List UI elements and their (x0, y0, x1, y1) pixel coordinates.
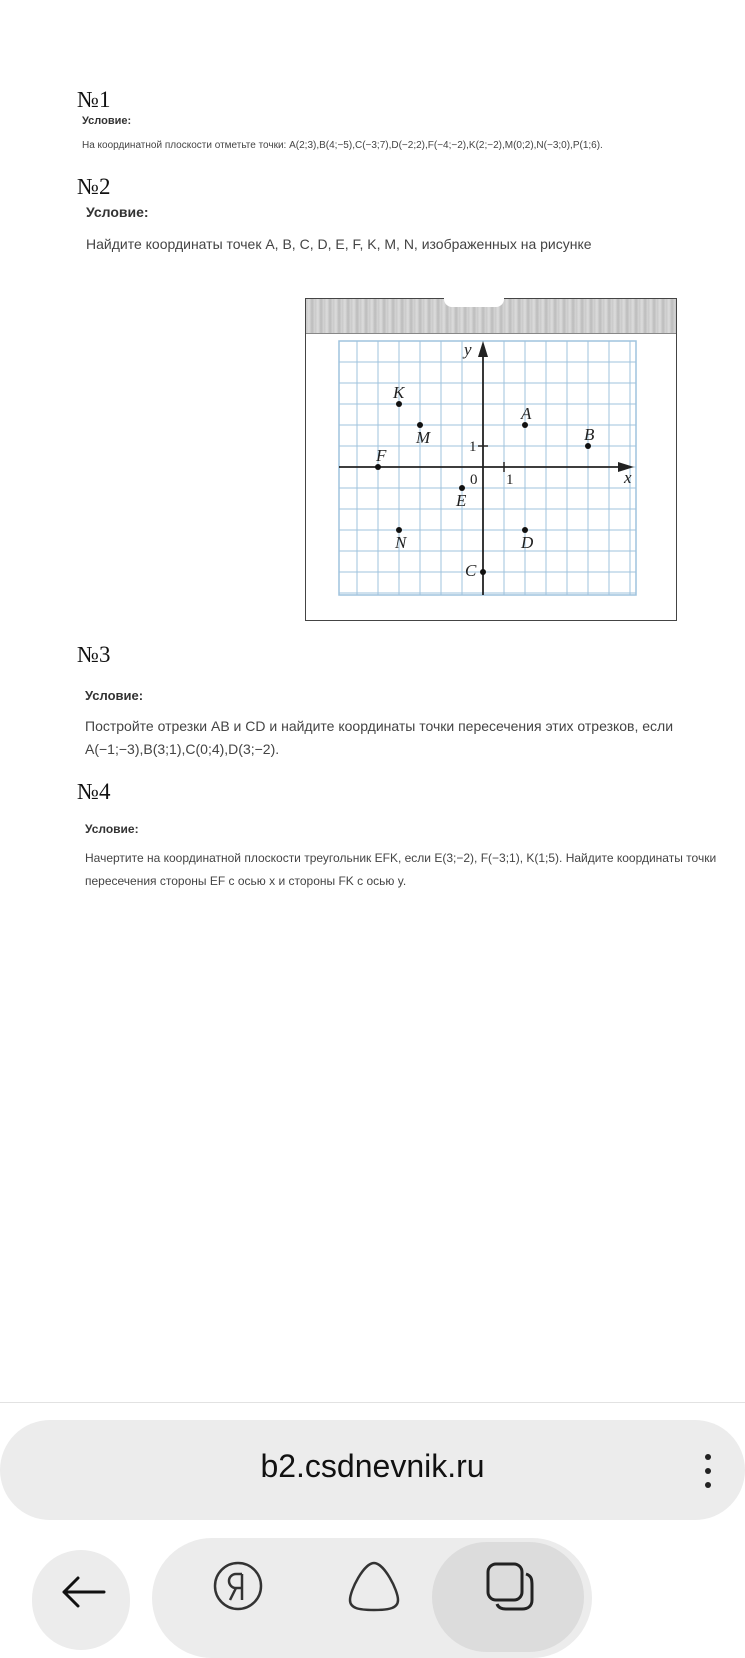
origin-label: 0 (470, 472, 478, 488)
task-1-text: На координатной плоскости отметьте точки: A(2;3),B(4;−5),C(−3;7),D(−2;2),F(−4;−2),K(2;−2),M(0;2),N(−3;0),P(1;6). (82, 140, 603, 151)
y-axis-label: y (464, 340, 472, 359)
grid-border (339, 341, 636, 595)
point-label-b: B (584, 425, 595, 444)
point-label-n: N (395, 533, 407, 552)
task-2-number: №2 (77, 174, 111, 199)
y-unit-label: 1 (469, 439, 477, 455)
x-unit-label: 1 (506, 472, 514, 488)
point-label-m: M (416, 428, 431, 447)
point-label-d: D (521, 533, 534, 552)
task-2-text: Найдите координаты точек A, B, C, D, E, F, K, M, N, изображенных на рисунке (86, 236, 592, 252)
y-axis-arrow (478, 341, 488, 357)
point-label-c: C (465, 561, 477, 580)
coordinate-figure (305, 298, 677, 621)
task-2-condition-label: Условие: (86, 204, 149, 220)
task-4-condition-label: Условие: (85, 822, 139, 836)
point-label-e: E (456, 491, 467, 510)
point-c (480, 569, 486, 575)
task-4-text-line-1: Начертите на координатной плоскости треугольник EFK, если E(3;−2), F(−3;1), K(1;5). Найдите координаты точки (85, 851, 717, 865)
point-label-k: K (393, 383, 405, 402)
coordinate-plane (306, 299, 676, 620)
tabs-icon[interactable] (484, 1560, 536, 1612)
address-bar-url[interactable]: b2.csdnevnik.ru (260, 1448, 485, 1484)
task-4-number: №4 (77, 779, 111, 804)
back-arrow-icon[interactable] (58, 1572, 108, 1612)
task-3-number: №3 (77, 642, 111, 667)
task-4-text-line-2: пересечения стороны EF с осью x и стороны FK с осью y. (85, 874, 407, 888)
task-1-condition-label: Условие: (82, 115, 132, 127)
x-axis-label: x (624, 468, 632, 487)
menu-dots-icon[interactable] (700, 1454, 716, 1494)
point-label-a: A (521, 404, 532, 423)
alice-icon[interactable] (346, 1560, 402, 1612)
toolbar-divider (0, 1402, 745, 1403)
task-3-text-line-2: A(−1;−3),B(3;1),C(0;4),D(3;−2). (85, 741, 280, 757)
task-3-condition-label: Условие: (85, 688, 144, 703)
task-1-number: №1 (77, 87, 111, 112)
task-3-text-line-1: Постройте отрезки AB и CD и найдите координаты точки пересечения этих отрезков, если (85, 718, 674, 734)
point-label-f: F (376, 446, 387, 465)
yandex-icon[interactable] (212, 1560, 264, 1612)
